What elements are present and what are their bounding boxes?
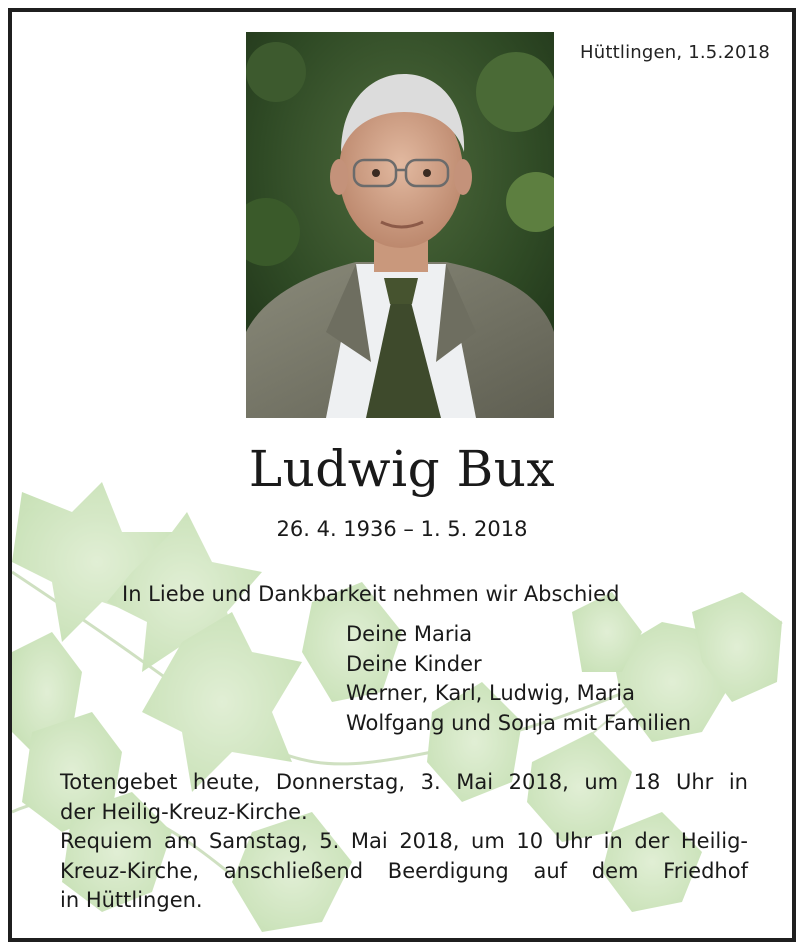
service-line: Requiem am Samstag, 5. Mai 2018, um 10 Uhr in der Heilig-	[60, 829, 748, 853]
service-line: in Hüttlingen.	[60, 888, 203, 912]
deceased-name: Ludwig Bux	[248, 440, 556, 498]
obituary-card	[8, 8, 796, 942]
farewell-text: In Liebe und Dankbarkeit nehmen wir Abschied	[122, 582, 620, 606]
mourner-line: Deine Kinder	[346, 651, 482, 676]
service-line: Kreuz-Kirche, anschließend Beerdigung auf dem Friedhof	[60, 858, 748, 883]
service-details	[60, 768, 748, 916]
mourner-line: Werner, Karl, Ludwig, Maria	[346, 681, 636, 705]
mourner-line: Deine Maria	[346, 622, 473, 646]
place-and-date: Hüttlingen, 1.5.2018	[580, 42, 770, 63]
service-line: Totengebet heute, Donnerstag, 3. Mai 2018, um 18 Uhr in	[60, 770, 748, 794]
service-line: der Heilig-Kreuz-Kirche.	[60, 799, 308, 824]
portrait-image	[246, 32, 554, 418]
portrait-photo	[246, 32, 554, 418]
life-dates: 26. 4. 1936 – 1. 5. 2018	[276, 517, 528, 541]
mourners-list	[346, 620, 691, 738]
mourner-line: Wolfgang und Sonja mit Familien	[346, 710, 692, 735]
